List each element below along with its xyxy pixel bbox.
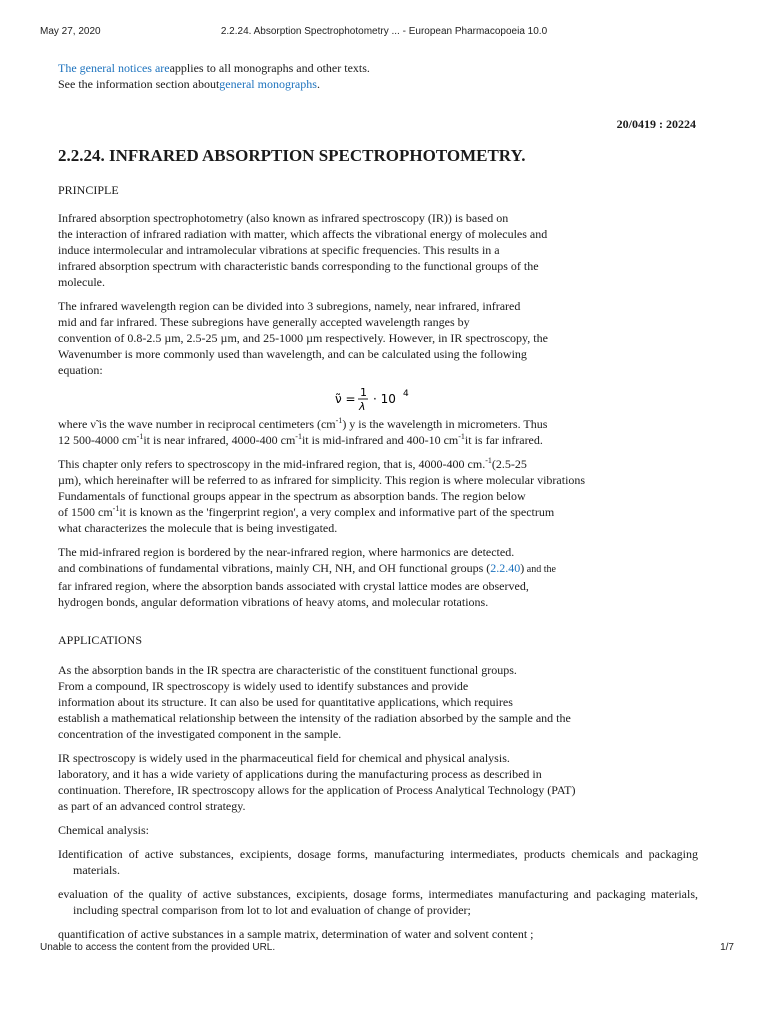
principle-paragraph-4: This chapter only refers to spectroscopy in the mid-infrared region, that is, 4000-400 cm.$^{-1}$(2.5-25 µm), which hereinafter will be referred to as infrared for simplicity. This region is where molecular vibrations Fundamentals of functional groups appear in the spectrum as absorption bands. The region below of 1500 $cm^{-1}it$ is known as the 'fingerprint region', a very complex and informative part of the spectrum what characterizes the molecule that is being investigated. [58, 456, 586, 535]
applications-paragraph-2: IR spectroscopy is widely used in the pharmaceutical field for chemical and physical analysis. laboratory, and it has a wide variety of applications during the manufacturing process as described in continuation. Therefore, IR spectroscopy allows for the application of Process Analytical Technology (PAT) as part of an advanced control strategy. [58, 751, 576, 813]
print-date: May 27, 2020 [40, 26, 101, 37]
footer-note: Unable to access the content from the provided URL. [40, 942, 276, 953]
applications-paragraph-1: As the absorption bands in the IR spectra are characteristic of the constituent functional groups. From a compound, IR spectroscopy is widely used to identify substances and provide information about its structure. It can also be used for quantitative applications, which requires establish a mathematical relationship between the intensity of the radiation absorbed by the sample and the concentration of the investigated component in the sample. [58, 663, 571, 741]
chemical-analysis-heading: Chemical analysis: [58, 823, 149, 837]
principle-paragraph-2: The infrared wavelength region can be divided into 3 subregions, namely, near infrared, infrared mid and far infrared. These subregions have generally accepted wavelength ranges by convention of 0.8-2.5 µm, 2.5-25 µm, and 25-1000 µm respectively. However, in IR spectroscopy, the Wavenumber is more commonly used than wavelength, and can be calculated using the following equation: [58, 299, 548, 377]
page-header [40, 26, 728, 40]
monograph-content [58, 60, 698, 950]
principle-paragraph-1: Infrared absorption spectrophotometry (also known as infrared spectroscopy (IR)) is based on the interaction of infrared radiation with matter, which affects the vibrational energy of molecules and induce intermolecular and intramolecular vibrations at specific frequencies. This results in a infrared absorption spectrum with characteristic bands corresponding to the functional groups of the molecule. [58, 211, 548, 289]
formula-denominator: λ [359, 400, 366, 412]
principle-paragraph-3: where ν̃ is the wave number in reciprocal centimeters $(cm^{-1})$ y is the wavelength in micrometers. Thus 12 500-4000 $cm^{-1}it$ is near infrared, 4000-400 $cm^{-1}it$ is mid-infrared and 400-10 $cm^{-1}it$ is far infrared. [58, 416, 548, 447]
principle-paragraph-5: The mid-infrared region is bordered by the near-infrared region, where harmonics are detected. and combinations of fundamental vibrations, mainly CH, NH, and OH functional groups (2.2.40) and the far infrared region, where the absorption bands associated with crystal lattice modes are observed, hydrogen bonds, angular deformation vibrations of heavy atoms, and molecular rotations. [58, 545, 556, 609]
list-item: quantification of active substances in a sample matrix, determination of water and solvent content ; [58, 927, 534, 941]
general-monographs-line: See the information section aboutgeneral monographs. [58, 77, 320, 91]
applications-heading: APPLICATIONS [58, 633, 143, 647]
list-item: evaluation of the quality of active substances, excipients, dosage forms, intermediates manufacturing and packaging materials, including spectral comparison from lot to lot and evaluation of change of provider; [58, 887, 698, 917]
list-item: Identification of active substances, excipients, dosage forms, manufacturing intermediates, products chemicals and packaging materials. [58, 847, 698, 877]
document-id: 20/0419 : 20224 [616, 117, 696, 131]
page-number: 1/7 [720, 942, 734, 953]
general-notices-link[interactable]: The general notices are [58, 61, 170, 75]
page-title: 2.2.24. INFRARED ABSORPTION SPECTROPHOTOMETRY. [58, 146, 526, 165]
formula-rhs: · 10 [373, 392, 396, 406]
formula-numerator: 1 [360, 386, 367, 399]
document-title: 2.2.24. Absorption Spectrophotometry ... - European Pharmacopoeia 10.0 [220, 26, 548, 37]
wavenumber-formula [58, 386, 698, 412]
general-notices-line: The general notices areapplies to all monographs and other texts. [58, 61, 370, 75]
formula-exponent: 4 [403, 389, 409, 399]
chapter-2-2-40-link[interactable]: 2.2.40 [490, 561, 521, 575]
general-monographs-link[interactable]: general monographs [219, 77, 317, 91]
formula-lhs: ν̃ = [335, 392, 356, 406]
principle-heading: PRINCIPLE [58, 183, 119, 197]
